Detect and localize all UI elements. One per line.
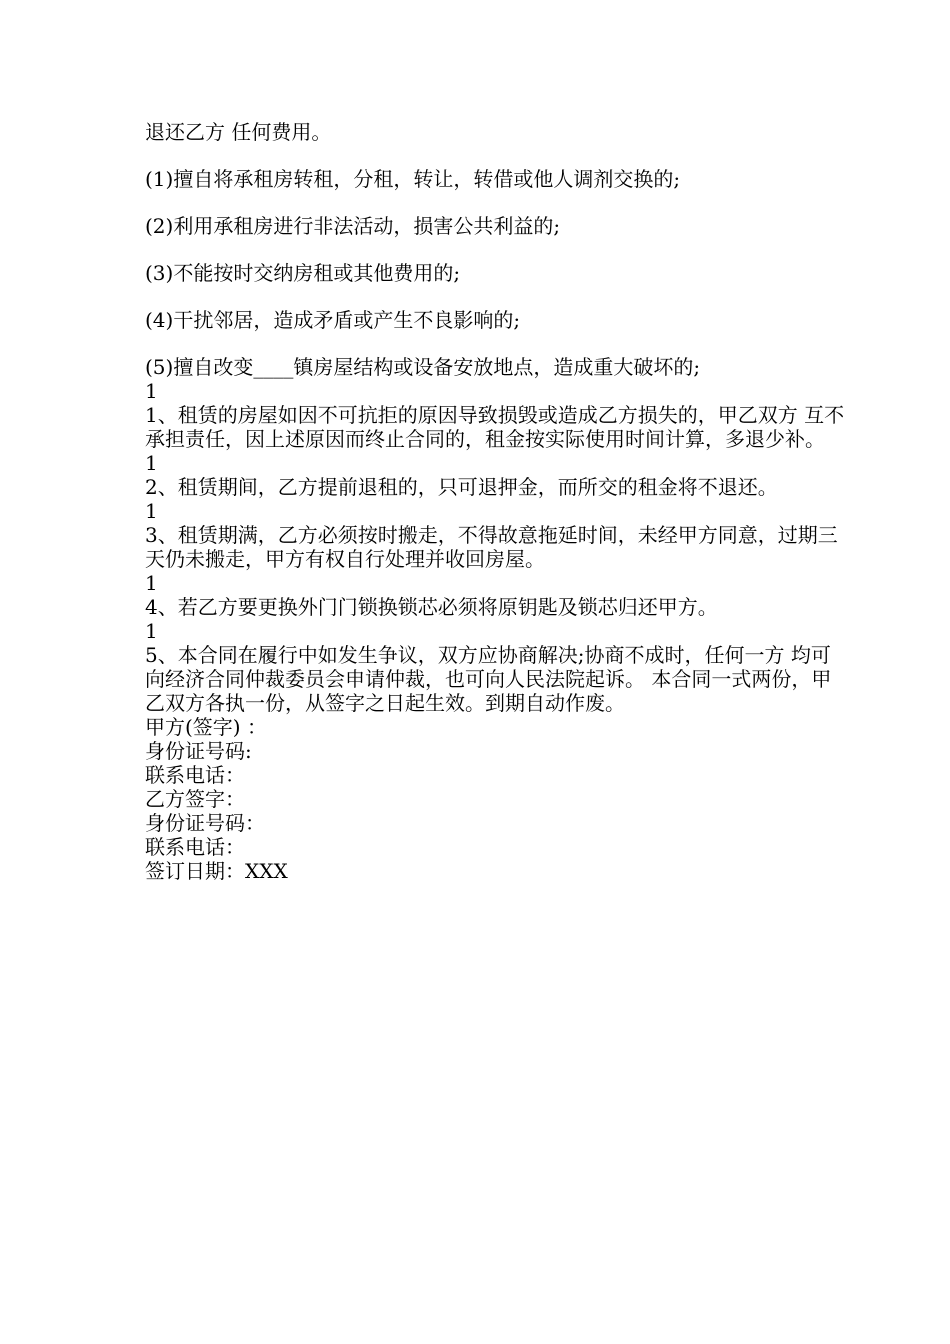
violation-item-3: (3)不能按时交纳房租或其他费用的; — [145, 261, 461, 285]
party-b-id-number: 身份证号码： — [145, 811, 265, 835]
clause-list — [145, 379, 845, 715]
clause-marker: 1 — [145, 499, 158, 523]
clause-marker: 1 — [145, 379, 158, 403]
contract-page — [145, 120, 845, 883]
violation-item-5: (5)擅自改变____镇房屋结构或设备安放地点，造成重大破坏的; — [145, 355, 701, 379]
clause-4: 4、若乙方要更换外门门锁换锁芯必须将原钥匙及锁芯归还甲方。 — [145, 595, 718, 619]
violation-item-2: (2)利用承租房进行非法活动，损害公共利益的; — [145, 214, 561, 238]
party-b-phone: 联系电话： — [145, 835, 245, 859]
clause-marker: 1 — [145, 451, 158, 475]
clause-2: 2、租赁期间，乙方提前退租的，只可退押金，而所交的租金将不退还。 — [145, 475, 778, 499]
party-a-phone: 联系电话： — [145, 763, 245, 787]
party-a-signature: 甲方(签字) ： — [145, 715, 267, 739]
signature-block — [145, 715, 845, 883]
violation-item-1: (1)擅自将承租房转租，分租，转让，转借或他人调剂交换的; — [145, 167, 681, 191]
clause-5: 5、本合同在履行中如发生争议，双方应协商解决;协商不成时，任何一方 均可向经济合同仲裁委员会申请仲裁，也可向人民法院起诉。 本合同一式两份，甲乙双方各执一份，从签字之日起生效。到期自动作废。 — [145, 643, 832, 715]
party-a-id-number: 身份证号码: — [145, 739, 252, 763]
lead-line: 退还乙方 任何费用。 — [145, 120, 332, 144]
clause-1: 1、租赁的房屋如因不可抗拒的原因导致损毁或造成乙方损失的，甲乙双方 互不承担责任，因上述原因而终止合同的，租金按实际使用时间计算，多退少补。 — [145, 403, 845, 451]
violation-item-4: (4)干扰邻居，造成矛盾或产生不良影响的; — [145, 308, 521, 332]
clause-3: 3、租赁期满，乙方必须按时搬走，不得故意拖延时间，未经甲方同意，过期三天仍未搬走，甲方有权自行处理并收回房屋。 — [145, 523, 838, 571]
party-b-signature: 乙方签字： — [145, 787, 245, 811]
clause-marker: 1 — [145, 619, 158, 643]
signing-date: 签订日期：XXX — [145, 859, 288, 883]
clause-marker: 1 — [145, 571, 158, 595]
violation-list — [145, 167, 845, 379]
